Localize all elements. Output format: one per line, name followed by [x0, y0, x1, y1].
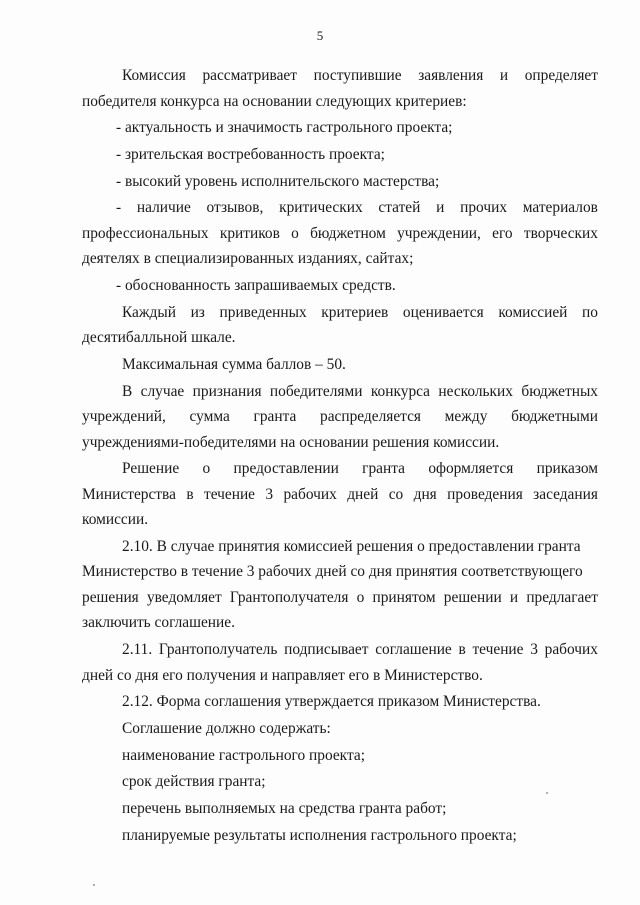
text-line: Соглашение должно содержать:: [122, 719, 331, 737]
word: комиссией: [498, 303, 568, 321]
word: 3: [265, 485, 274, 503]
text-line: [82, 221, 598, 247]
text-line: [82, 195, 598, 221]
text-line: заключить соглашение.: [82, 614, 235, 632]
text-line: дней со дня его получения и направляет его в Министерство.: [82, 666, 483, 684]
word: бюджетных: [521, 382, 598, 400]
text-line: - высокий уровень исполнительского мастерства;: [116, 172, 440, 190]
word: подписывает: [284, 641, 369, 659]
word: наличие: [136, 199, 191, 217]
word: о: [291, 224, 299, 242]
word: дня: [413, 485, 437, 503]
word: критических: [279, 199, 363, 217]
word: оформляется: [428, 460, 514, 478]
word: между: [444, 408, 488, 425]
word: конкурса: [370, 382, 430, 400]
paragraph: [82, 300, 598, 351]
paragraph: [82, 689, 598, 715]
text-line: Министерство в течение 3 рабочих дней со дня принятия соответствующего: [82, 563, 583, 581]
word: решении: [443, 588, 502, 606]
text-line: срок действия гранта;: [122, 773, 266, 791]
text-line: планируемые результаты исполнения гастрольного проекта;: [122, 826, 517, 844]
word: критиков: [219, 224, 280, 242]
word: предоставлении: [233, 460, 339, 478]
word: о: [356, 588, 365, 606]
word: нескольких: [438, 382, 513, 400]
word: гранта: [253, 408, 297, 425]
scan-speck: [93, 884, 95, 886]
text-line: - актуальность и значимость гастрольного проекта;: [116, 119, 453, 137]
word: решения: [82, 588, 139, 606]
text-line: Максимальная сумма баллов – 50.: [122, 355, 346, 373]
word: отзывов,: [206, 199, 264, 217]
word: Комиссия: [122, 67, 186, 84]
word: В: [122, 382, 133, 400]
word: материалов: [522, 199, 598, 217]
text-line: деятелях в специализированных изданиях, сайтах;: [82, 250, 414, 268]
paragraph: [82, 169, 598, 195]
paragraph: [82, 823, 598, 849]
text-line: [82, 63, 598, 89]
word: соглашение: [375, 641, 452, 659]
word: принятом: [372, 588, 436, 606]
word: 2.11.: [122, 641, 153, 659]
paragraph: [82, 534, 598, 636]
word: о: [202, 460, 211, 478]
word: рассматривает: [202, 67, 297, 84]
text-line: [82, 300, 598, 326]
word: рабочих: [283, 485, 337, 503]
paragraph: [82, 769, 598, 795]
paragraph: [82, 273, 598, 299]
word: критериев: [321, 303, 389, 321]
word: из: [190, 303, 205, 321]
word: учреждении,: [397, 224, 481, 242]
paragraph: [82, 195, 598, 272]
word: бюджетном: [310, 224, 386, 242]
text-line: [82, 379, 598, 405]
word: признания: [192, 382, 262, 400]
text-line: наименование гастрольного проекта;: [122, 746, 365, 764]
word: его: [492, 224, 513, 242]
word: заседания: [533, 485, 598, 503]
word: Министерства: [82, 485, 176, 503]
word: прочих: [460, 199, 508, 217]
text-line: победителя конкурса на основании следующих критериев:: [82, 92, 467, 110]
word: и: [436, 199, 445, 217]
word: по: [582, 303, 598, 321]
word: распределяется: [320, 408, 421, 425]
scan-speck: [546, 792, 548, 794]
word: -: [116, 199, 122, 217]
text-line: 2.10. В случае принятия комиссией решения о предоставлении гранта: [122, 537, 581, 555]
word: гранта: [362, 460, 405, 478]
paragraph: [82, 63, 598, 114]
text-line: перечень выполняемых на средства гранта работ;: [122, 800, 447, 817]
word: случае: [140, 382, 185, 400]
word: в: [186, 485, 194, 503]
text-line: - зрительская востребованность проекта;: [116, 145, 385, 163]
word: Грантополучатель: [158, 641, 278, 659]
word: в: [458, 641, 466, 659]
page-number: 5: [316, 28, 324, 43]
word: бюджетными: [511, 408, 598, 425]
text-line: [82, 637, 598, 663]
word: определяет: [524, 67, 598, 84]
document-body: [82, 63, 598, 849]
word: со: [388, 485, 404, 503]
word: уведомляет: [146, 588, 222, 606]
word: проведения: [447, 485, 523, 503]
word: Решение: [122, 460, 180, 478]
text-line: - обоснованность запрашиваемых средств.: [116, 276, 396, 294]
paragraph: [82, 796, 598, 822]
word: приказом: [536, 460, 598, 478]
text-line: [82, 456, 598, 482]
word: сумма: [189, 408, 230, 425]
paragraph: [82, 637, 598, 688]
paragraph: [82, 716, 598, 742]
paragraph: [82, 352, 598, 378]
word: заявления: [418, 67, 484, 84]
text-line: учреждениями-победителями на основании решения комиссии.: [82, 433, 500, 451]
word: 3: [530, 641, 538, 659]
word: победителями: [269, 382, 363, 400]
paragraph: [82, 456, 598, 533]
text-line: десятибалльной шкале.: [82, 329, 236, 347]
text-line: комиссии.: [82, 511, 149, 529]
word: рабочих: [544, 641, 598, 659]
text-line: [82, 585, 598, 611]
word: приведенных: [219, 303, 307, 321]
word: поступившие: [313, 67, 402, 84]
text-line: 2.12. Форма соглашения утверждается приказом Министерства.: [122, 693, 541, 711]
paragraph: [82, 142, 598, 168]
word: профессиональных: [82, 224, 209, 242]
word: предлагает: [526, 588, 598, 606]
word: Каждый: [122, 303, 176, 321]
word: течение: [203, 485, 256, 503]
word: творческих: [523, 224, 598, 242]
paragraph: [82, 115, 598, 141]
word: дней: [347, 485, 379, 503]
word: учреждений,: [82, 408, 166, 425]
word: статей: [378, 199, 421, 217]
word: течение: [472, 641, 524, 659]
text-line: [82, 404, 598, 430]
paragraph: [82, 743, 598, 769]
text-line: [82, 482, 598, 508]
word: оценивается: [402, 303, 484, 321]
paragraph: [82, 379, 598, 456]
word: и: [499, 67, 509, 84]
word: и: [509, 588, 519, 606]
word: Грантополучателя: [229, 588, 349, 606]
